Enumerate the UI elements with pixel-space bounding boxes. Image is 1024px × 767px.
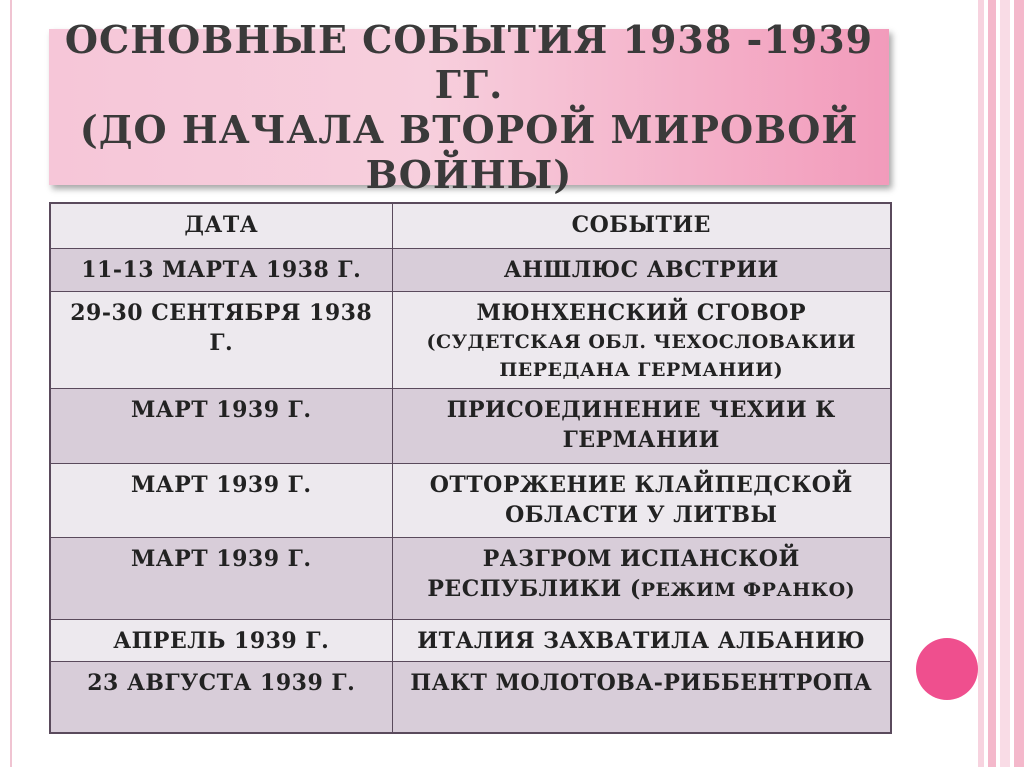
decor-circle: [916, 638, 978, 700]
row-event: АНШЛЮС АВСТРИИ: [392, 248, 891, 291]
page-title: ОСНОВНЫЕ СОБЫТИЯ 1938 -1939 ГГ. (ДО НАЧАЛА ВТОРОЙ МИРОВОЙ ВОЙНЫ): [64, 17, 874, 197]
row-date: МАРТ 1939 Г.: [50, 388, 392, 463]
decor-stripe: [988, 0, 996, 767]
events-table: [49, 202, 892, 734]
row-event: МЮНХЕНСКИЙ СГОВОР: [476, 299, 806, 326]
row-event: РАЗГРОМ ИСПАНСКОЙ РЕСПУБЛИКИ (: [427, 545, 800, 602]
right-decor-stripes: [978, 0, 1024, 767]
row-event: ПРИСОЕДИНЕНИЕ ЧЕХИИ К ГЕРМАНИИ: [392, 388, 891, 463]
table-row: [50, 291, 891, 388]
left-decor-line: [10, 0, 12, 767]
row-date: АПРЕЛЬ 1939 Г.: [50, 619, 392, 661]
table-row: [50, 463, 891, 537]
table-row: [50, 661, 891, 733]
decor-stripe: [1000, 0, 1010, 767]
table-row: [50, 388, 891, 463]
row-date: МАРТ 1939 Г.: [50, 463, 392, 537]
row-date: 23 АВГУСТА 1939 Г.: [50, 661, 392, 733]
header-event: СОБЫТИЕ: [392, 203, 891, 248]
title-banner: [49, 17, 889, 197]
table-row: [50, 537, 891, 619]
row-date: 29-30 СЕНТЯБРЯ 1938 Г.: [50, 291, 392, 388]
row-event: ОТТОРЖЕНИЕ КЛАЙПЕДСКОЙ ОБЛАСТИ У ЛИТВЫ: [392, 463, 891, 537]
row-date: 11-13 МАРТА 1938 Г.: [50, 248, 392, 291]
row-event-cell: [392, 537, 891, 619]
header-date: ДАТА: [50, 203, 392, 248]
table-header-row: [50, 203, 891, 248]
table-row: [50, 248, 891, 291]
table-row: [50, 619, 891, 661]
row-event: ПАКТ МОЛОТОВА-РИББЕНТРОПА: [392, 661, 891, 733]
row-event-cell: [392, 291, 891, 388]
row-event: ИТАЛИЯ ЗАХВАТИЛА АЛБАНИЮ: [392, 619, 891, 661]
decor-stripe: [1014, 0, 1024, 767]
row-event-note: (СУДЕТСКАЯ ОБЛ. ЧЕХОСЛОВАКИИ ПЕРЕДАНА ГЕРМАНИИ): [426, 330, 856, 381]
row-event-note: РЕЖИМ ФРАНКО): [640, 578, 856, 601]
row-date: МАРТ 1939 Г.: [50, 537, 392, 619]
